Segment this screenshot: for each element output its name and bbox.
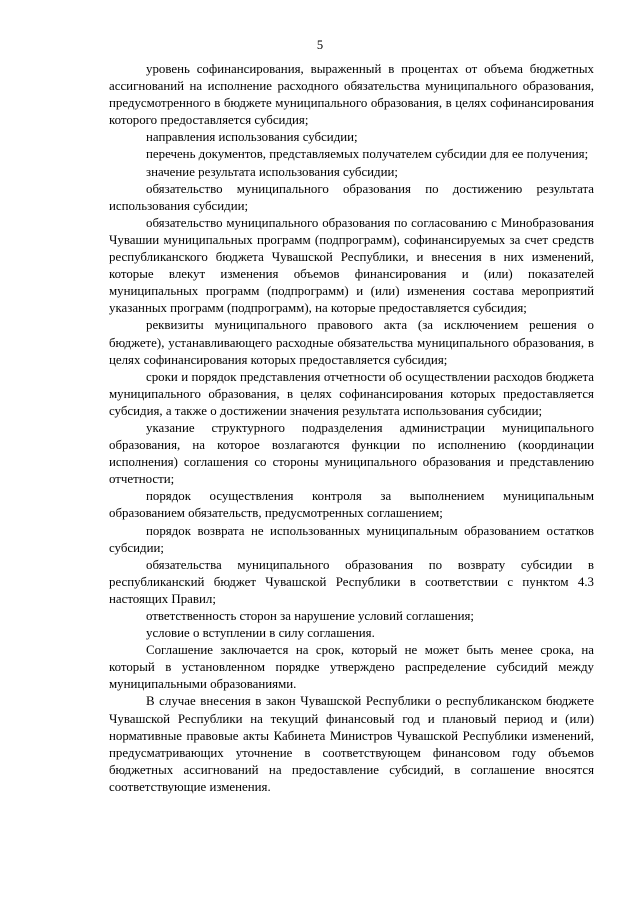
paragraph: Соглашение заключается на срок, который не может быть менее срока, на который в установленном порядке утверждено распределение субсидий между муниципальными образованиями. xyxy=(109,643,594,692)
paragraph: уровень софинансирования, выраженный в процентах от объема бюджетных ассигнований на исполнение расходного обязательства муниципального образования, предусмотренного в бюджете муниципального образования, в целях софинансирования которого предоставляется субсидия; xyxy=(109,62,594,128)
paragraph: обязательство муниципального образования по достижению результата использования субсидии; xyxy=(109,181,594,213)
paragraph: перечень документов, представляемых получателем субсидии для ее получения; xyxy=(146,147,589,162)
paragraph: порядок осуществления контроля за выполнением муниципальным образованием обязательств, предусмотренных соглашением; xyxy=(109,489,594,521)
paragraph: порядок возврата не использованных муниципальным образованием остатков субсидии; xyxy=(109,523,594,555)
paragraph: значение результата использования субсидии; xyxy=(146,164,398,179)
paragraph: условие о вступлении в силу соглашения. xyxy=(146,626,375,641)
paragraph: указание структурного подразделения администрации муниципального образования, на которое возлагаются функции по исполнению (координации исполнения) соглашения со стороны муниципального образования и представлению отчетности; xyxy=(109,420,594,487)
paragraph: обязательство муниципального образования по согласованию с Минобразования Чувашии муниципальных программ (подпрограмм), софинансируемых за счет средств республиканского бюджета Чувашской Республики, и внесения в них изменений, которые влекут изменения объемов финансирования и (или) показателей муниципальных программ (подпрограмм) и (или) изменения состава мероприятий указанных программ (подпрограмм), на которые предоставляется субсидия; xyxy=(109,215,594,316)
paragraph: ответственность сторон за нарушение условий соглашения; xyxy=(146,609,475,623)
paragraph: сроки и порядок представления отчетности об осуществлении расходов бюджета муниципального образования, в целях софинансирования которых предоставляется субсидия, а также о достижении значения результата использования субсидии; xyxy=(109,369,594,418)
paragraph: В случае внесения в закон Чувашской Республики о республиканском бюджете Чувашской Республики на текущий финансовый год и плановый период и (или) нормативные правовые акты Кабинета Министров Чувашской Республики изменений, предусматривающих уточнение в соответствующем финансовом году объемов бюджетных ассигнований на предоставление субсидий, в соглашение вносятся соответствующие изменения. xyxy=(109,694,594,794)
paragraph: направления использования субсидии; xyxy=(146,130,358,145)
paragraph: обязательства муниципального образования по возврату субсидии в республиканский бюджет Чувашской Республики в соответствии с пунктом 4.3 настоящих Правил; xyxy=(109,557,594,606)
paragraph: реквизиты муниципального правового акта (за исключением решения о бюджете), устанавливающего расходные обязательства муниципального образования, в целях софинансирования которых предоставляется субсидия; xyxy=(109,318,594,367)
document-body xyxy=(109,61,594,796)
page-number: 5 xyxy=(316,38,324,52)
